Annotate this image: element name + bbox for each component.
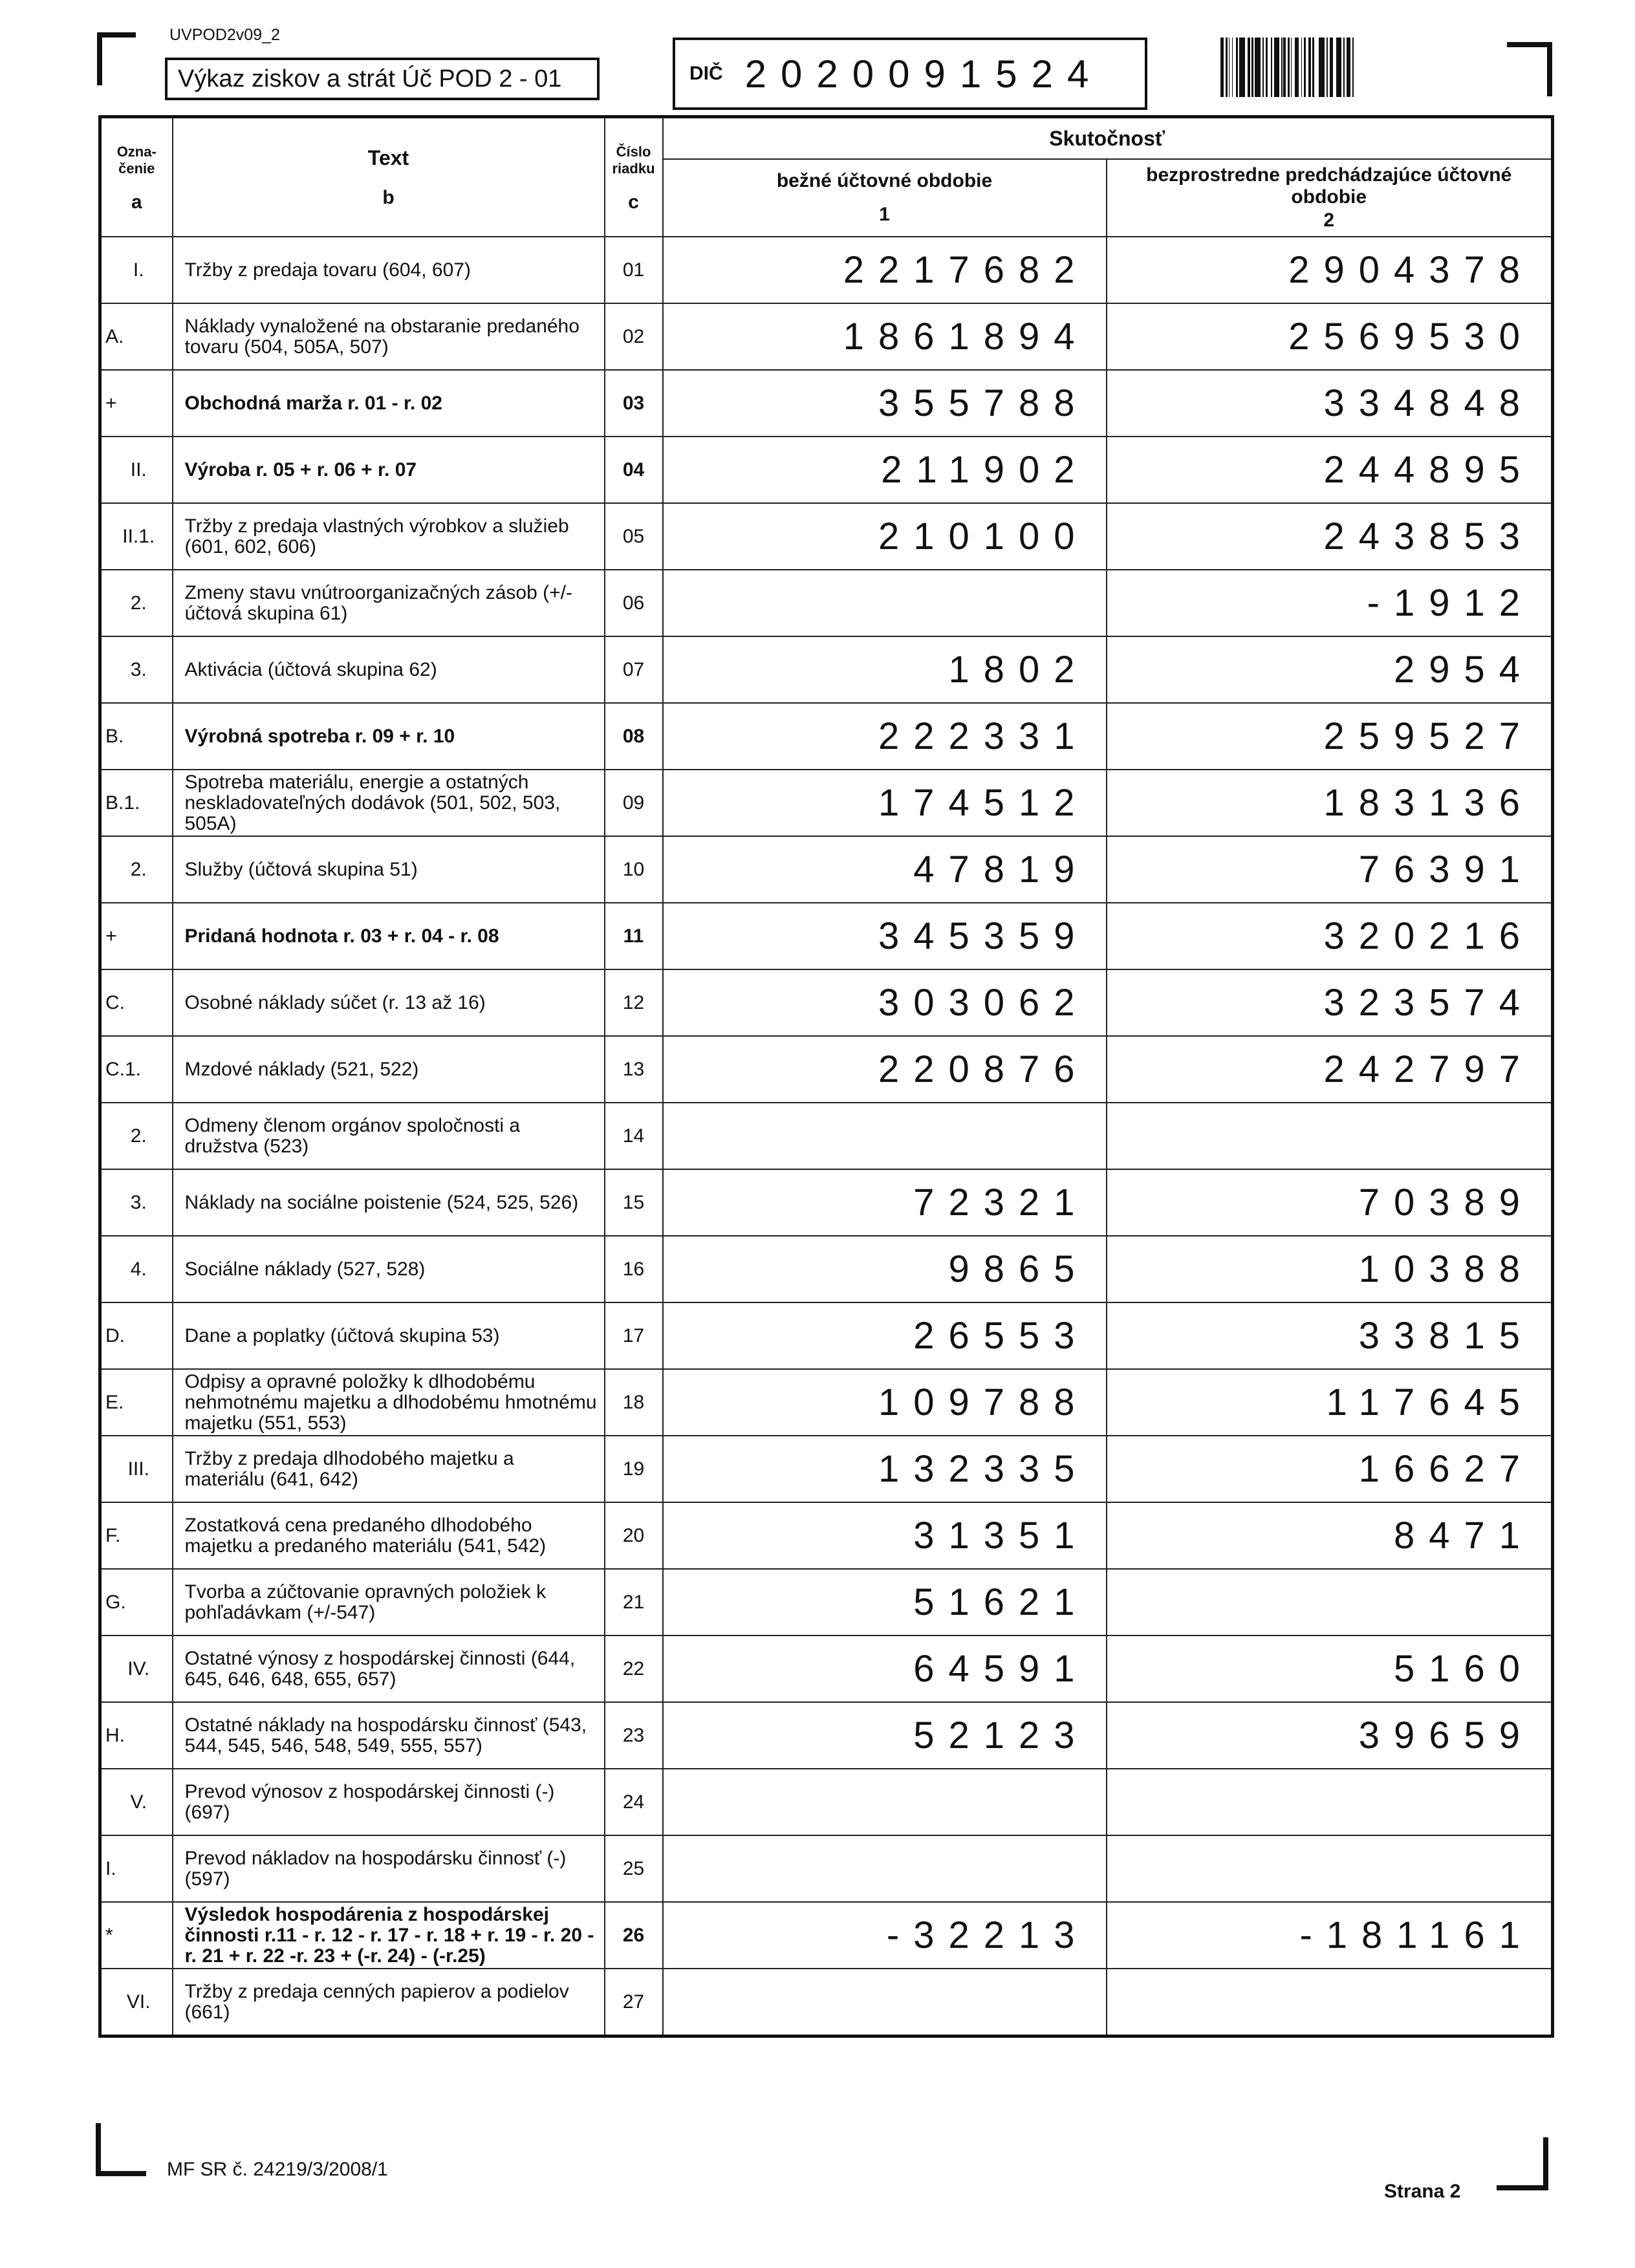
corner-mark-bottom-right	[1543, 2137, 1548, 2190]
row-designation: B.1.	[100, 770, 173, 836]
regulation-reference: MF SR č. 24219/3/2008/1	[167, 2159, 388, 2180]
previous-period-value: 2904378	[1107, 237, 1553, 303]
table-row	[100, 903, 1553, 969]
previous-period-value: 259527	[1107, 703, 1553, 770]
form-code: UVPOD2v09_2	[169, 26, 280, 44]
previous-period-value: 10388	[1107, 1236, 1553, 1302]
row-number: 15	[605, 1169, 663, 1236]
previous-period-value	[1107, 1835, 1553, 1902]
table-row	[100, 1969, 1553, 2036]
table-row	[100, 1569, 1553, 1636]
current-period-value: 355788	[663, 370, 1107, 437]
row-designation: 3.	[100, 636, 173, 703]
current-period-value: 222331	[663, 703, 1107, 770]
tax-id-label: DIČ	[689, 63, 723, 84]
current-period-value: 26553	[663, 1302, 1107, 1369]
column-header-text	[173, 117, 605, 237]
table-row	[100, 1236, 1553, 1302]
previous-period-value: 5160	[1107, 1636, 1553, 1702]
current-period-value: 109788	[663, 1369, 1107, 1436]
previous-period-value: 8471	[1107, 1502, 1553, 1569]
table-row	[100, 1369, 1553, 1436]
row-description: Výroba r. 05 + r. 06 + r. 07	[173, 437, 605, 503]
previous-period-value: -181161	[1107, 1902, 1553, 1969]
row-description: Prevod nákladov na hospodársku činnosť (-)(597)	[173, 1835, 605, 1902]
row-description: Výsledok hospodárenia z hospodárskej činnosti r.11 - r. 12 - r. 17 - r. 18 + r. 19 - r. 20 - r. 21 + r. 22 -r. 23 + (-r. 24) - (-r.25)	[173, 1902, 605, 1969]
row-number: 16	[605, 1236, 663, 1302]
row-designation: I.	[100, 237, 173, 303]
row-designation: E.	[100, 1369, 173, 1436]
previous-period-value: 242797	[1107, 1036, 1553, 1103]
row-description: Obchodná marža r. 01 - r. 02	[173, 370, 605, 437]
table-row	[100, 1103, 1553, 1169]
table-row	[100, 370, 1553, 437]
table-row	[100, 1036, 1553, 1103]
row-description: Služby (účtová skupina 51)	[173, 836, 605, 903]
row-designation: 4.	[100, 1236, 173, 1302]
row-description: Tvorba a zúčtovanie opravných položiek k pohľadávkam (+/-547)	[173, 1569, 605, 1636]
row-description: Náklady na sociálne poistenie (524, 525, 526)	[173, 1169, 605, 1236]
row-number: 10	[605, 836, 663, 903]
row-designation: III.	[100, 1436, 173, 1502]
row-designation: V.	[100, 1769, 173, 1835]
row-designation: F.	[100, 1502, 173, 1569]
current-period-value: 132335	[663, 1436, 1107, 1502]
row-designation: 3.	[100, 1169, 173, 1236]
column-number-2: 2	[1323, 210, 1335, 231]
corner-mark-bottom-left	[96, 2171, 146, 2176]
row-description: Tržby z predaja cenných papierov a podielov (661)	[173, 1969, 605, 2036]
current-period-value: 303062	[663, 969, 1107, 1036]
corner-mark-bottom-left	[96, 2123, 101, 2176]
row-description: Spotreba materiálu, energie a ostatných neskladovateľných dodávok (501, 502, 503, 505A)	[173, 770, 605, 836]
previous-period-value: 244895	[1107, 437, 1553, 503]
previous-period-value	[1107, 1769, 1553, 1835]
table-row	[100, 770, 1553, 836]
previous-period-value	[1107, 1969, 1553, 2036]
current-period-value: 345359	[663, 903, 1107, 969]
previous-period-value: 320216	[1107, 903, 1553, 969]
row-number: 11	[605, 903, 663, 969]
table-row	[100, 1302, 1553, 1369]
previous-period-value: 39659	[1107, 1702, 1553, 1769]
row-designation: VI.	[100, 1969, 173, 2036]
current-period-value: -32213	[663, 1902, 1107, 1969]
table-row	[100, 1769, 1553, 1835]
row-designation: G.	[100, 1569, 173, 1636]
row-designation: II.	[100, 437, 173, 503]
row-description: Tržby z predaja tovaru (604, 607)	[173, 237, 605, 303]
current-period-value	[663, 1769, 1107, 1835]
corner-mark-bottom-right	[1497, 2185, 1548, 2190]
table-row	[100, 1636, 1553, 1702]
row-description: Zostatková cena predaného dlhodobého majetku a predaného materiálu (541, 542)	[173, 1502, 605, 1569]
current-period-value: 2217682	[663, 237, 1107, 303]
row-number: 09	[605, 770, 663, 836]
current-period-value: 1861894	[663, 303, 1107, 370]
row-description: Dane a poplatky (účtová skupina 53)	[173, 1302, 605, 1369]
current-period-value: 47819	[663, 836, 1107, 903]
current-period-value: 211902	[663, 437, 1107, 503]
row-number: 26	[605, 1902, 663, 1969]
row-number: 23	[605, 1702, 663, 1769]
current-period-value	[663, 1969, 1107, 2036]
column-header-row-number	[605, 117, 663, 237]
row-number: 12	[605, 969, 663, 1036]
table-row	[100, 836, 1553, 903]
row-designation: +	[100, 370, 173, 437]
row-description: Odmeny členom orgánov spoločnosti a družstva (523)	[173, 1103, 605, 1169]
row-description: Zmeny stavu vnútroorganizačných zásob (+/- účtová skupina 61)	[173, 570, 605, 636]
column-letter-a: a	[131, 191, 142, 213]
row-description: Ostatné náklady na hospodársku činnosť (543, 544, 545, 546, 548, 549, 555, 557)	[173, 1702, 605, 1769]
row-number: 27	[605, 1969, 663, 2036]
report-title: Výkaz ziskov a strát Úč POD 2 - 01	[165, 58, 600, 100]
table-row	[100, 1502, 1553, 1569]
current-period-value: 174512	[663, 770, 1107, 836]
row-number: 25	[605, 1835, 663, 1902]
row-number: 19	[605, 1436, 663, 1502]
current-period-value: 210100	[663, 503, 1107, 570]
row-description: Aktivácia (účtová skupina 62)	[173, 636, 605, 703]
row-designation: I.	[100, 1835, 173, 1902]
previous-period-value: 76391	[1107, 836, 1553, 903]
table-row	[100, 303, 1553, 370]
current-period-value	[663, 1103, 1107, 1169]
row-description: Osobné náklady súčet (r. 13 až 16)	[173, 969, 605, 1036]
row-description: Náklady vynaložené na obstaranie predaného tovaru (504, 505A, 507)	[173, 303, 605, 370]
row-number: 24	[605, 1769, 663, 1835]
column-header-previous-period	[1107, 159, 1553, 237]
current-period-value: 1802	[663, 636, 1107, 703]
row-designation: 2.	[100, 836, 173, 903]
row-number: 18	[605, 1369, 663, 1436]
income-statement-table	[98, 115, 1554, 2038]
previous-period-value	[1107, 1569, 1553, 1636]
table-row	[100, 1169, 1553, 1236]
row-number: 01	[605, 237, 663, 303]
row-designation: 2.	[100, 570, 173, 636]
row-designation: II.1.	[100, 503, 173, 570]
table-row	[100, 237, 1553, 303]
previous-period-value: 16627	[1107, 1436, 1553, 1502]
tax-id-box	[673, 38, 1147, 110]
row-description: Prevod výnosov z hospodárskej činnosti (-)(697)	[173, 1769, 605, 1835]
page-number: Strana 2	[1384, 2181, 1461, 2202]
current-period-value: 52123	[663, 1702, 1107, 1769]
column-header-current-label: bežné účtovné obdobie	[776, 170, 993, 191]
table-row	[100, 1702, 1553, 1769]
current-period-value	[663, 570, 1107, 636]
row-designation: 2.	[100, 1103, 173, 1169]
row-designation: C.1.	[100, 1036, 173, 1103]
previous-period-value: 117645	[1107, 1369, 1553, 1436]
table-row	[100, 503, 1553, 570]
barcode-icon	[1220, 38, 1455, 97]
row-number: 06	[605, 570, 663, 636]
table-row	[100, 1436, 1553, 1502]
column-header-oznacenie-label: Ozna-čenie	[116, 144, 157, 177]
corner-mark-top-right	[1547, 42, 1552, 96]
current-period-value: 64591	[663, 1636, 1107, 1702]
column-group-skutocnost: Skutočnosť	[663, 117, 1553, 160]
previous-period-value	[1107, 1103, 1553, 1169]
table-row	[100, 1835, 1553, 1902]
column-header-previous-label: bezprostredne predchádzajúce účtovné obdobie	[1146, 164, 1512, 208]
column-header-row-number-label: Číslo riadku	[612, 144, 655, 177]
row-description: Výrobná spotreba r. 09 + r. 10	[173, 703, 605, 770]
previous-period-value: -1912	[1107, 570, 1553, 636]
current-period-value: 72321	[663, 1169, 1107, 1236]
column-header-oznacenie	[100, 117, 173, 237]
row-number: 08	[605, 703, 663, 770]
row-number: 02	[605, 303, 663, 370]
column-header-current-period	[663, 159, 1107, 237]
table-row	[100, 570, 1553, 636]
row-number: 04	[605, 437, 663, 503]
current-period-value	[663, 1835, 1107, 1902]
column-letter-c: c	[628, 191, 639, 213]
row-designation: B.	[100, 703, 173, 770]
previous-period-value: 2569530	[1107, 303, 1553, 370]
row-number: 22	[605, 1636, 663, 1702]
current-period-value: 51621	[663, 1569, 1107, 1636]
row-designation: A.	[100, 303, 173, 370]
row-description: Ostatné výnosy z hospodárskej činnosti (644, 645, 646, 648, 655, 657)	[173, 1636, 605, 1702]
current-period-value: 31351	[663, 1502, 1107, 1569]
row-designation: *	[100, 1902, 173, 1969]
previous-period-value: 334848	[1107, 370, 1553, 437]
previous-period-value: 70389	[1107, 1169, 1553, 1236]
row-number: 21	[605, 1569, 663, 1636]
row-description: Sociálne náklady (527, 528)	[173, 1236, 605, 1302]
table-row	[100, 437, 1553, 503]
row-number: 03	[605, 370, 663, 437]
row-number: 07	[605, 636, 663, 703]
row-designation: IV.	[100, 1636, 173, 1702]
corner-mark-top-right	[1507, 42, 1552, 47]
row-designation: D.	[100, 1302, 173, 1369]
column-header-text-label: Text	[367, 146, 409, 169]
table-row	[100, 969, 1553, 1036]
row-description: Tržby z predaja vlastných výrobkov a služieb (601, 602, 606)	[173, 503, 605, 570]
current-period-value: 220876	[663, 1036, 1107, 1103]
row-designation: +	[100, 903, 173, 969]
previous-period-value: 323574	[1107, 969, 1553, 1036]
row-number: 13	[605, 1036, 663, 1103]
row-description: Odpisy a opravné položky k dlhodobému nehmotnému majetku a dlhodobému hmotnému majetku (551, 553)	[173, 1369, 605, 1436]
table-row	[100, 703, 1553, 770]
table-row	[100, 1902, 1553, 1969]
previous-period-value: 183136	[1107, 770, 1553, 836]
previous-period-value: 243853	[1107, 503, 1553, 570]
row-description: Mzdové náklady (521, 522)	[173, 1036, 605, 1103]
corner-mark-top-left	[97, 32, 136, 38]
row-number: 20	[605, 1502, 663, 1569]
row-description: Pridaná hodnota r. 03 + r. 04 - r. 08	[173, 903, 605, 969]
table-row	[100, 636, 1553, 703]
row-number: 05	[605, 503, 663, 570]
tax-id-value: 2020091524	[744, 52, 1103, 96]
previous-period-value: 33815	[1107, 1302, 1553, 1369]
previous-period-value: 2954	[1107, 636, 1553, 703]
corner-mark-top-left	[97, 32, 102, 85]
column-number-1: 1	[879, 204, 890, 225]
row-designation: C.	[100, 969, 173, 1036]
row-description: Tržby z predaja dlhodobého majetku a materiálu (641, 642)	[173, 1436, 605, 1502]
column-letter-b: b	[382, 186, 395, 208]
row-designation: H.	[100, 1702, 173, 1769]
row-number: 17	[605, 1302, 663, 1369]
row-number: 14	[605, 1103, 663, 1169]
current-period-value: 9865	[663, 1236, 1107, 1302]
